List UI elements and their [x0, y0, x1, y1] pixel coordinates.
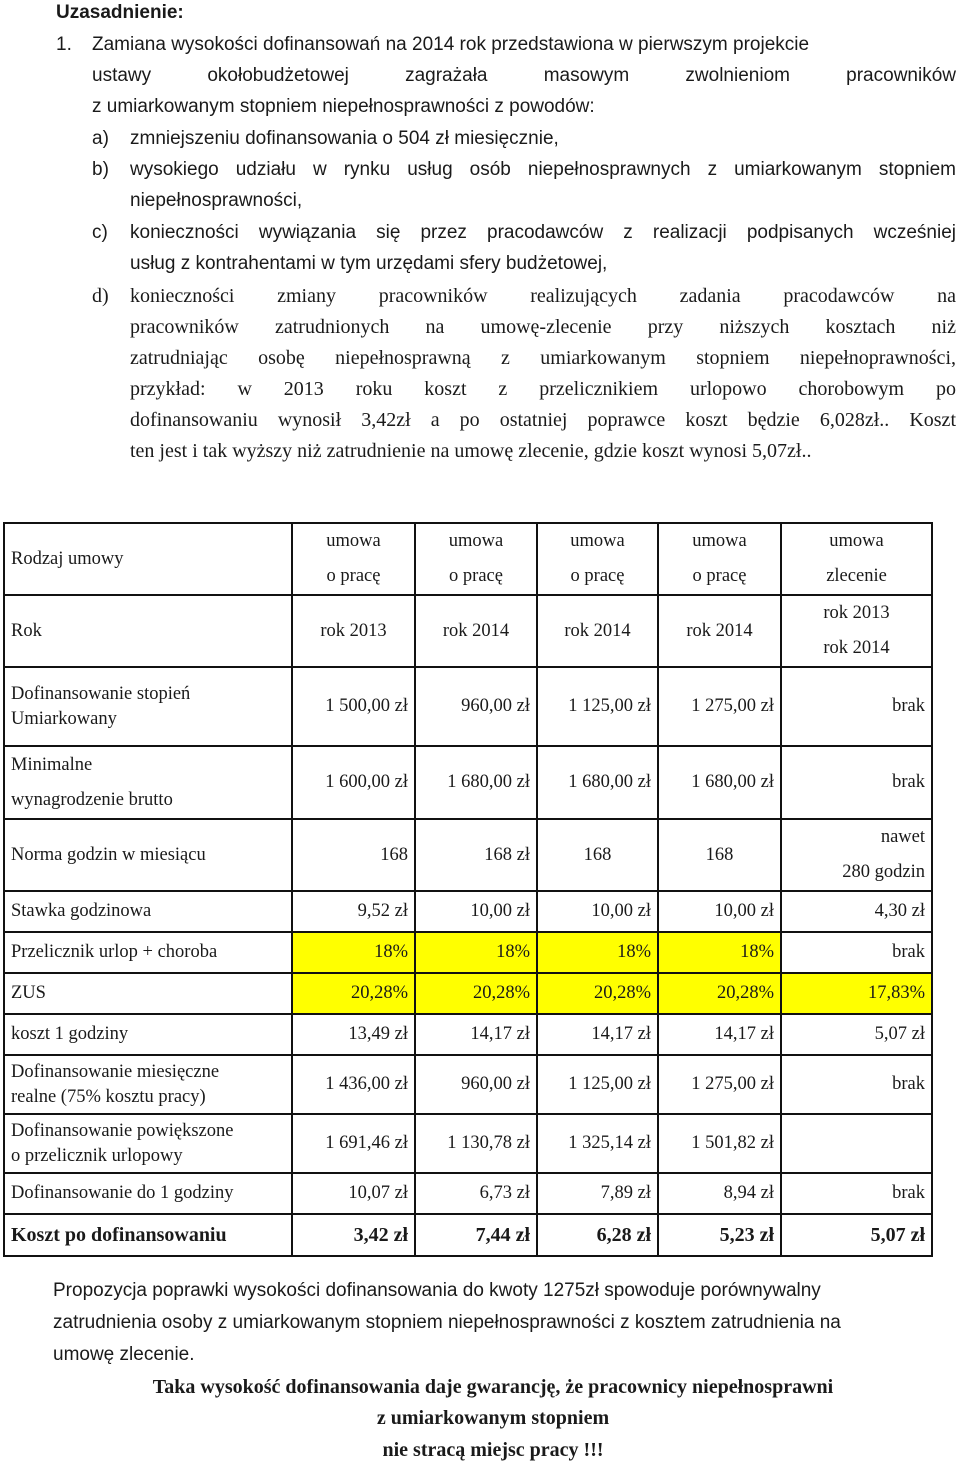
- para-line: ustawy okołobudżetowej zagrażała masowym zwolnieniom pracowników: [92, 65, 956, 86]
- table-cell: brak: [781, 746, 932, 819]
- table-cell: umowa o pracę: [292, 523, 415, 595]
- table-cell: 1 130,78 zł: [415, 1114, 537, 1173]
- list-item-line: zatrudniając osobę niepełnosprawną z umiarkowanym stopniem niepełnoprawności,: [130, 347, 956, 369]
- list-item-line: przykład: w 2013 roku koszt z przelicznikiem urlopowo chorobowym po: [130, 378, 956, 400]
- conclusion-bold-line: Taka wysokość dofinansowania daje gwarancję, że pracownicy niepełnosprawni: [152, 1376, 834, 1398]
- table-cell: Koszt po dofinansowaniu: [4, 1214, 292, 1256]
- table-cell: 18%: [415, 932, 537, 973]
- table-cell: nawet 280 godzin: [781, 819, 932, 891]
- list-item-line: ten jest i tak wyższy niż zatrudnienie na umowę zlecenie, gdzie koszt wynosi 5,07zł..: [130, 440, 812, 462]
- conclusion-line: umowę zlecenie.: [53, 1344, 195, 1365]
- list-letter: d): [92, 285, 109, 307]
- table-cell: 1 125,00 zł: [537, 1055, 658, 1114]
- table-cell: 1 691,46 zł: [292, 1114, 415, 1173]
- table-cell: 20,28%: [658, 973, 781, 1014]
- table-cell: brak: [781, 932, 932, 973]
- list-item-line: dofinansowaniu wynosił 3,42zł a po ostatniej poprawce koszt będzie 6,028zł.. Koszt: [130, 409, 956, 431]
- table-cell: 5,07 zł: [781, 1014, 932, 1055]
- table-cell: 5,07 zł: [781, 1214, 932, 1256]
- list-letter: a): [92, 128, 109, 149]
- table-cell: umowa o pracę: [658, 523, 781, 595]
- table-cell: umowa o pracę: [415, 523, 537, 595]
- table-cell: 1 275,00 zł: [658, 667, 781, 746]
- table-cell: 4,30 zł: [781, 891, 932, 932]
- table-row: [4, 1055, 932, 1114]
- table-cell: 168 zł: [415, 819, 537, 891]
- table-cell: brak: [781, 1173, 932, 1214]
- table-row: [4, 523, 932, 595]
- table-cell: Dofinansowanie miesięczne realne (75% kosztu pracy): [4, 1055, 292, 1114]
- table-cell: 168: [658, 819, 781, 891]
- table-cell: Stawka godzinowa: [4, 891, 292, 932]
- table-cell: 20,28%: [537, 973, 658, 1014]
- table-cell: ZUS: [4, 973, 292, 1014]
- table-cell: 1 680,00 zł: [537, 746, 658, 819]
- table-cell: Dofinansowanie powiększone o przelicznik urlopowy: [4, 1114, 292, 1173]
- table-cell: 17,83%: [781, 973, 932, 1014]
- table-cell: 9,52 zł: [292, 891, 415, 932]
- list-letter: c): [92, 222, 108, 243]
- table-row: [4, 973, 932, 1014]
- table-cell: 1 275,00 zł: [658, 1055, 781, 1114]
- table-cell: 6,28 zł: [537, 1214, 658, 1256]
- table-cell: 1 600,00 zł: [292, 746, 415, 819]
- table-cell: 1 680,00 zł: [658, 746, 781, 819]
- table-cell: 20,28%: [292, 973, 415, 1014]
- para-line: z umiarkowanym stopniem niepełnosprawności z powodów:: [92, 96, 595, 117]
- table-cell: brak: [781, 1055, 932, 1114]
- table-cell: Rok: [4, 595, 292, 667]
- table-cell: 14,17 zł: [415, 1014, 537, 1055]
- para-line: Zamiana wysokości dofinansowań na 2014 rok przedstawiona w pierwszym projekcie: [92, 34, 810, 55]
- list-item-line: zmniejszeniu dofinansowania o 504 zł miesięcznie,: [130, 128, 559, 149]
- conclusion-line: zatrudnienia osoby z umiarkowanym stopniem niepełnosprawności z kosztem zatrudnienia na: [53, 1312, 841, 1333]
- table-row: [4, 932, 932, 973]
- table-cell: 6,73 zł: [415, 1173, 537, 1214]
- table-cell: 1 436,00 zł: [292, 1055, 415, 1114]
- table-cell: 20,28%: [415, 973, 537, 1014]
- table-cell: umowa o pracę: [537, 523, 658, 595]
- table-cell: 168: [537, 819, 658, 891]
- table-row: [4, 1014, 932, 1055]
- table-cell: rok 2014: [658, 595, 781, 667]
- table-cell: Dofinansowanie stopień Umiarkowany: [4, 667, 292, 746]
- table-cell: Rodzaj umowy: [4, 523, 292, 595]
- table-cell: Przelicznik urlop + choroba: [4, 932, 292, 973]
- cost-comparison-table: [3, 522, 933, 1257]
- table-cell: 1 501,82 zł: [658, 1114, 781, 1173]
- conclusion-bold-line: nie stracą miejsc pracy !!!: [382, 1439, 604, 1461]
- table-cell: 1 680,00 zł: [415, 746, 537, 819]
- conclusion-line: Propozycja poprawki wysokości dofinansowania do kwoty 1275zł spowoduje porównywalny: [53, 1280, 821, 1301]
- table-cell: rok 2013: [292, 595, 415, 667]
- table-row: [4, 1173, 932, 1214]
- table-cell: 13,49 zł: [292, 1014, 415, 1055]
- table-cell: 1 500,00 zł: [292, 667, 415, 746]
- table-cell: Dofinansowanie do 1 godziny: [4, 1173, 292, 1214]
- table-cell: 960,00 zł: [415, 667, 537, 746]
- table-cell: 1 125,00 zł: [537, 667, 658, 746]
- table-cell: 10,00 zł: [415, 891, 537, 932]
- item-number: 1.: [56, 34, 72, 55]
- table-cell: 5,23 zł: [658, 1214, 781, 1256]
- table-cell: 960,00 zł: [415, 1055, 537, 1114]
- table-cell: brak: [781, 667, 932, 746]
- table-row: [4, 1214, 932, 1256]
- list-item-line: wysokiego udziału w rynku usług osób niepełnosprawnych z umiarkowanym stopniem: [130, 159, 956, 180]
- table-cell: 10,07 zł: [292, 1173, 415, 1214]
- table-cell: 18%: [658, 932, 781, 973]
- table-cell: 14,17 zł: [537, 1014, 658, 1055]
- table-cell: rok 2014: [415, 595, 537, 667]
- table-cell: rok 2013 rok 2014: [781, 595, 932, 667]
- list-item-line: konieczności wywiązania się przez pracodawców z realizacji podpisanych wcześniej: [130, 222, 956, 243]
- table-cell: 8,94 zł: [658, 1173, 781, 1214]
- table-cell: 14,17 zł: [658, 1014, 781, 1055]
- table-cell: koszt 1 godziny: [4, 1014, 292, 1055]
- list-item-line: usług z kontrahentami w tym urzędami sfery budżetowej,: [130, 253, 608, 274]
- table-cell: 3,42 zł: [292, 1214, 415, 1256]
- list-item-line: niepełnosprawności,: [130, 190, 303, 211]
- table-cell: 7,89 zł: [537, 1173, 658, 1214]
- table-cell: 18%: [537, 932, 658, 973]
- table-row: [4, 746, 932, 819]
- table-cell: Norma godzin w miesiącu: [4, 819, 292, 891]
- table-cell: 7,44 zł: [415, 1214, 537, 1256]
- table-row: [4, 667, 932, 746]
- table-cell: umowa zlecenie: [781, 523, 932, 595]
- list-item-line: pracowników zatrudnionych na umowę-zlecenie przy niższych kosztach niż: [130, 316, 956, 338]
- list-letter: b): [92, 159, 109, 180]
- table-row: [4, 819, 932, 891]
- table-row: [4, 1114, 932, 1173]
- table-cell: 168: [292, 819, 415, 891]
- table-cell: [781, 1114, 932, 1173]
- conclusion-bold-line: z umiarkowanym stopniem: [376, 1407, 610, 1429]
- table-row: [4, 891, 932, 932]
- table-cell: 18%: [292, 932, 415, 973]
- table-cell: 10,00 zł: [537, 891, 658, 932]
- table-cell: 1 325,14 zł: [537, 1114, 658, 1173]
- table-cell: Minimalne wynagrodzenie brutto: [4, 746, 292, 819]
- list-item-line: konieczności zmiany pracowników realizujących zadania pracodawców na: [130, 285, 956, 307]
- table-cell: rok 2014: [537, 595, 658, 667]
- section-heading: Uzasadnienie:: [56, 2, 184, 23]
- table-row: [4, 595, 932, 667]
- table-cell: 10,00 zł: [658, 891, 781, 932]
